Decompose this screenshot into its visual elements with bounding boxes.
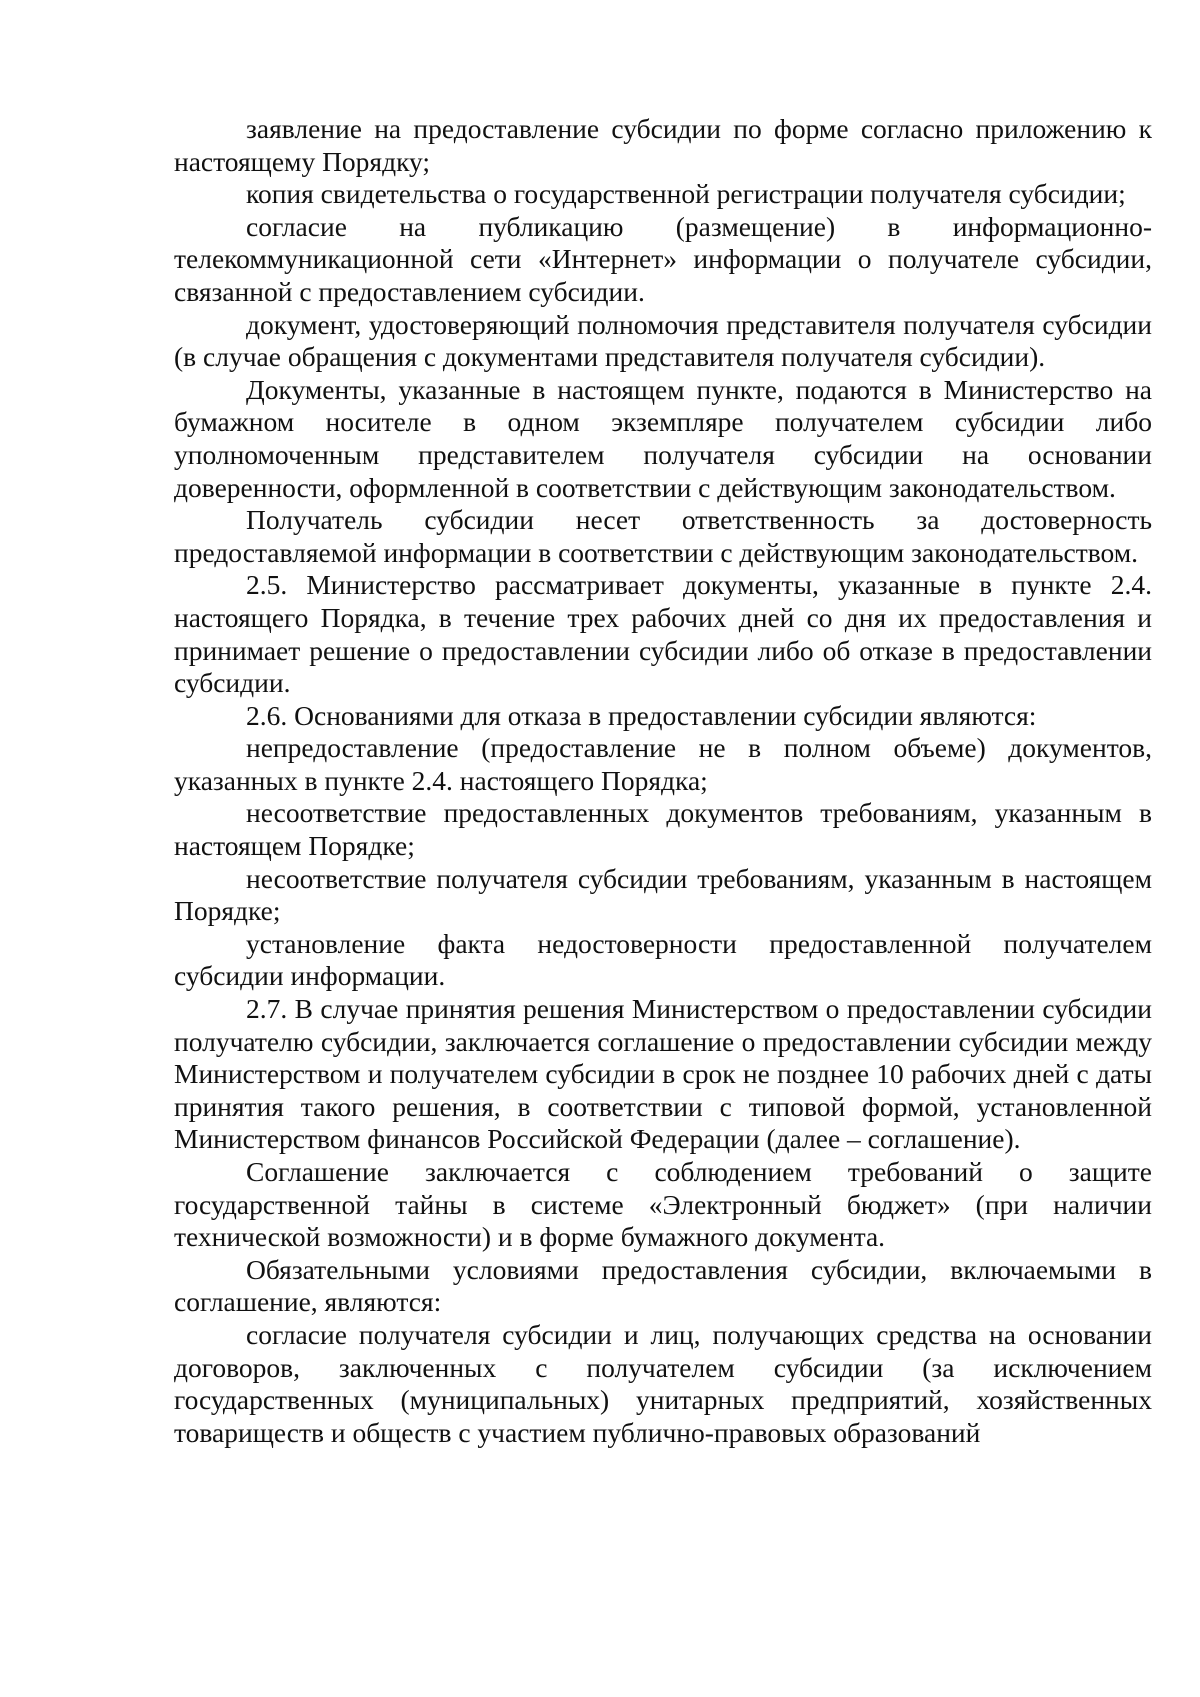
paragraph-registration-copy: копия свидетельства о государственной регистрации получателя субсидии; (246, 178, 1126, 210)
paragraph-refusal-ground-3: несоответствие получателя субсидии требованиям, указанным в настоящем Порядке; (174, 862, 1152, 927)
paragraph-mandatory-conditions: Обязательными условиями предоставления субсидии, включаемыми в соглашение, являются: (174, 1253, 1152, 1318)
paragraph-documents-submission: Документы, указанные в настоящем пункте, подаются в Министерство на бумажном носителе в одном экземпляре получателем субсидии либо уполномоченным представителем получателя субсидии на основании доверенности, оформленной в соответствии с действующим законодательством. (174, 373, 1152, 503)
paragraph-representative-authority: документ, удостоверяющий полномочия представителя получателя субсидии (в случае обращения с документами представителя получателя субсидии). (174, 308, 1152, 373)
paragraph-clause-2-5: 2.5. Министерство рассматривает документы, указанные в пункте 2.4. настоящего Порядка, в течение трех рабочих дней со дня их предоставления и принимает решение о предоставлении субсидии либо об отказе в предоставлении субсидии. (174, 569, 1152, 699)
paragraph-clause-2-7: 2.7. В случае принятия решения Министерством о предоставлении субсидии получателю субсидии, заключается соглашение о предоставлении субсидии между Министерством и получателем субсидии в срок не позднее 10 рабочих дней с даты принятия такого решения, в соответствии с типовой формой, установленной Министерством финансов Российской Федерации (далее – соглашение). (174, 993, 1152, 1155)
paragraph-publication-consent: согласие на публикацию (размещение) в информационно-телекоммуникационной сети «Интернет» информации о получателе субсидии, связанной с предоставлением субсидии. (174, 210, 1152, 307)
paragraph-recipient-responsibility: Получатель субсидии несет ответственность за достоверность предоставляемой информации в соответствии с действующим законодательством. (174, 504, 1152, 568)
paragraph-agreement-system: Соглашение заключается с соблюдением требований о защите государственной тайны в системе «Электронный бюджет» (при наличии технической возможности) и в форме бумажного документа. (174, 1156, 1152, 1253)
paragraph-recipient-consent: согласие получателя субсидии и лиц, получающих средства на основании договоров, заключенных с получателем субсидии (за исключением государственных (муниципальных) унитарных предприятий, хозяйственных товариществ и обществ с участием публично-правовых образований (174, 1318, 1152, 1448)
paragraph-clause-2-6: 2.6. Основаниями для отказа в предоставлении субсидии являются: (246, 699, 1037, 731)
paragraph-application-form: заявление на предоставление субсидии по форме согласно приложению к настоящему Порядку; (174, 113, 1152, 177)
paragraph-refusal-ground-4: установление факта недостоверности предоставленной получателем субсидии информации. (174, 927, 1152, 992)
document-body (174, 113, 1152, 1449)
paragraph-refusal-ground-2: несоответствие предоставленных документов требованиям, указанным в настоящем Порядке; (174, 797, 1152, 862)
paragraph-refusal-ground-1: непредоставление (предоставление не в полном объеме) документов, указанных в пункте 2.4. настоящего Порядка; (174, 732, 1152, 796)
